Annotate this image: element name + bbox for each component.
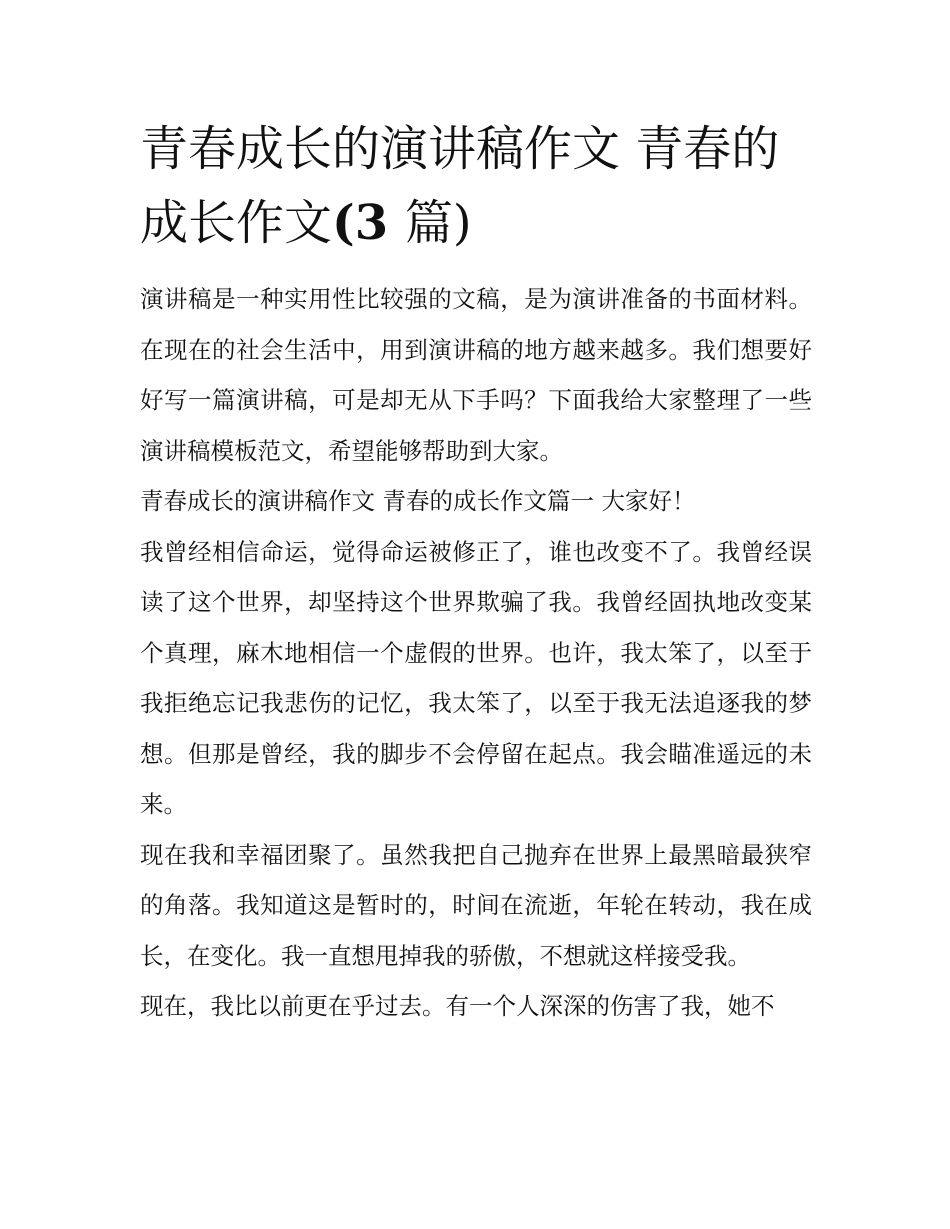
paragraph-fate: 我曾经相信命运，觉得命运被修正了，谁也改变不了。我曾经误读了这个世界，却坚持这个世界欺骗了我。我曾经固执地改变某个真理，麻木地相信一个虚假的世界。也许，我太笨了，以至于我拒绝忘记我悲伤的记忆，我太笨了，以至于我无法追逐我的梦想。但那是曾经，我的脚步不会停留在起点。我会瞄准遥远的未来。	[140, 537, 812, 818]
paragraph-past: 现在，我比以前更在乎过去。有一个人深深的伤害了我，她不	[140, 992, 775, 1020]
paragraph-heading: 青春成长的演讲稿作文 青春的成长作文篇一 大家好！	[140, 487, 696, 515]
paragraph-intro: 演讲稿是一种实用性比较强的文稿，是为演讲准备的书面材料。在现在的社会生活中，用到演讲稿的地方越来越多。我们想要好好写一篇演讲稿，可是却无从下手吗？下面我给大家整理了一些演讲稿模板范文，希望能够帮助到大家。	[140, 285, 812, 465]
document-body	[140, 274, 812, 1032]
document-title	[140, 112, 812, 260]
title-text: 青春成长的演讲稿作文 青春的成长作文	[140, 121, 780, 251]
paragraph-happiness: 现在我和幸福团聚了。虽然我把自己抛弃在世界上最黑暗最狭窄的角落。我知道这是暂时的，时间在流逝，年轮在转动，我在成长，在变化。我一直想甩掉我的骄傲，不想就这样接受我。	[140, 840, 812, 970]
document-page	[140, 112, 812, 1032]
title-count: (3	[332, 195, 405, 251]
title-suffix: 篇)	[404, 195, 472, 251]
